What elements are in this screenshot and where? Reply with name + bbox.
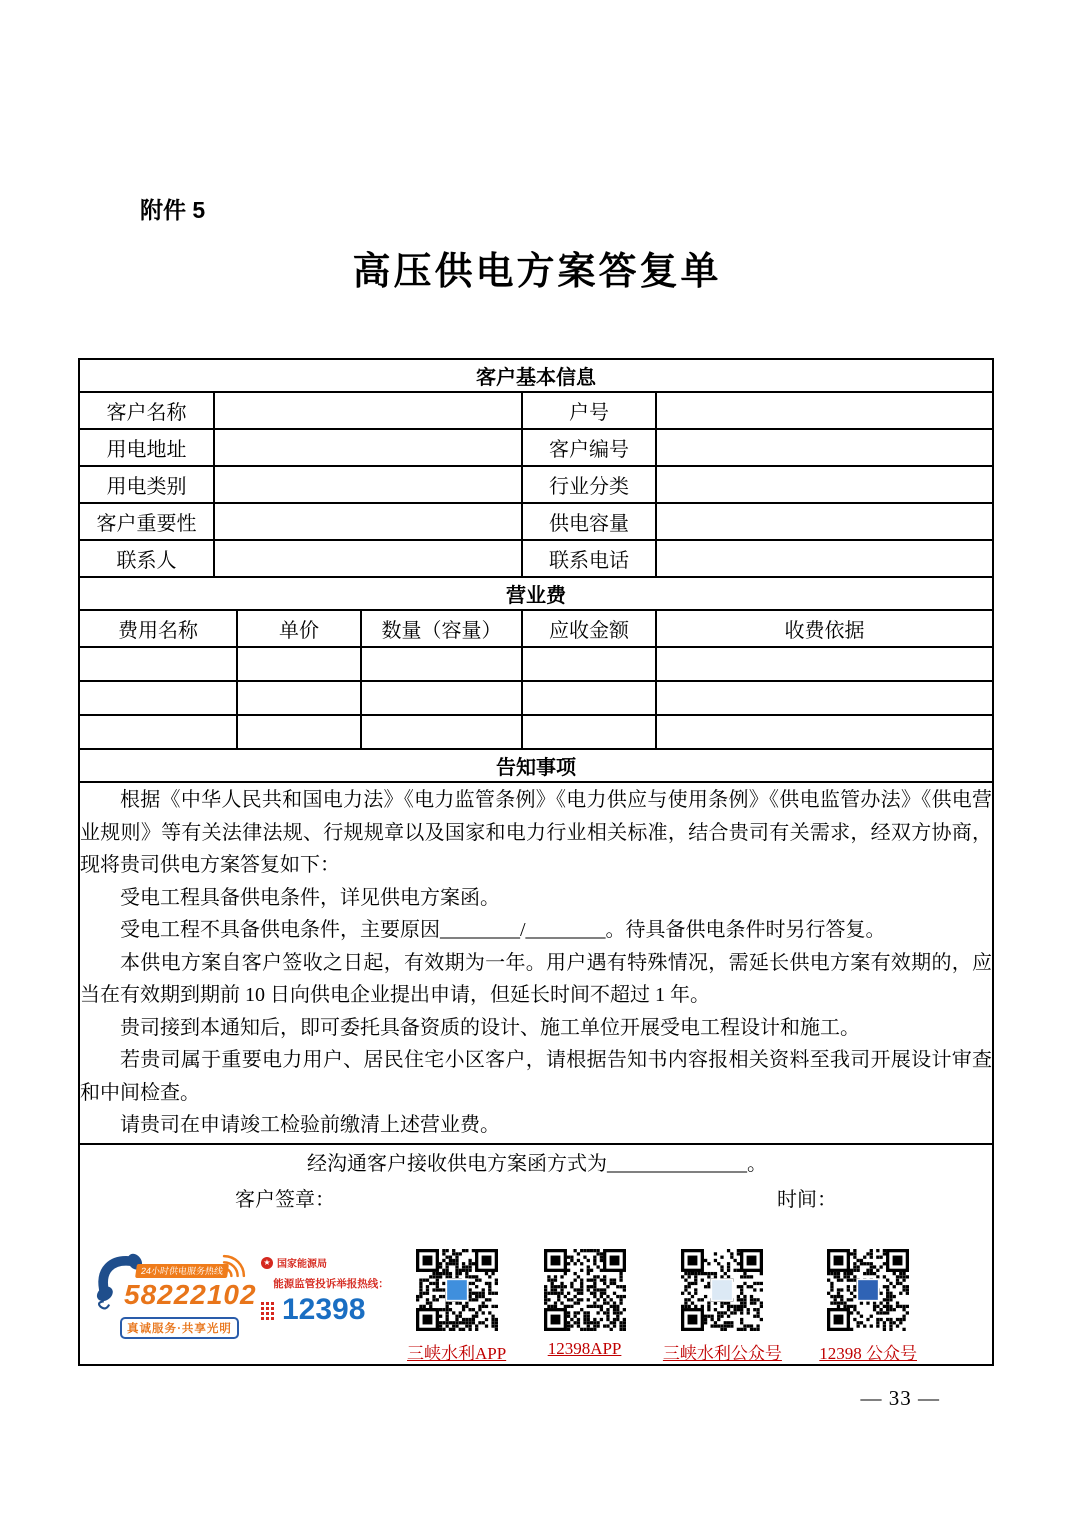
fee-cell xyxy=(522,715,656,749)
charge-basis-column-header: 收费依据 xyxy=(656,610,993,647)
delivery-method-blank: ______________ xyxy=(607,1153,748,1175)
qr-code-image xyxy=(544,1249,626,1331)
amount-due-column-header: 应收金额 xyxy=(522,610,656,647)
notice-section-header: 告知事项 xyxy=(79,749,993,782)
fee-cell xyxy=(237,681,361,715)
account-number-value xyxy=(656,392,993,429)
supply-capacity-value xyxy=(656,503,993,540)
fee-cell xyxy=(237,715,361,749)
customer-id-value xyxy=(656,429,993,466)
fee-cell xyxy=(361,647,522,681)
fee-cell xyxy=(361,715,522,749)
notice-paragraph: 受电工程不具备供电条件，主要原因________/________。待具备供电条件时另行答复。 xyxy=(120,919,886,942)
customer-signature-label: 客户签章： xyxy=(235,1189,335,1211)
notice-paragraph: 根据《中华人民共和国电力法》《电力监管条例》《电力供应与使用条例》《供电监管办法》《供电营业规则》等有关法律法规、行规规章以及国家和电力行业相关标准，结合贵司有关需求，经双方协商，现将贵司供电方案答复如下： xyxy=(80,789,993,877)
quantity-column-header: 数量（容量） xyxy=(361,610,522,647)
customer-info-section-header: 客户基本信息 xyxy=(79,359,993,392)
fee-cell xyxy=(79,715,237,749)
fee-cell xyxy=(522,647,656,681)
contact-person-value xyxy=(214,540,522,577)
hotline-number: 58222102 xyxy=(124,1279,257,1310)
customer-id-label: 客户编号 xyxy=(522,429,656,466)
keypad-phone-icon xyxy=(261,1301,276,1319)
national-emblem-icon: ★ xyxy=(261,1257,273,1269)
delivery-method-prefix: 经沟通客户接收供电方案函方式为 xyxy=(307,1153,608,1175)
qr-code-image xyxy=(681,1249,763,1331)
table-row xyxy=(79,749,993,782)
industry-class-value xyxy=(656,466,993,503)
qr-caption: 三峡水利公众号 xyxy=(662,1344,782,1363)
customer-name-value xyxy=(214,392,522,429)
attachment-label: 附件 5 xyxy=(140,197,206,223)
energy-bureau-header xyxy=(261,1255,401,1270)
notice-paragraph: 本供电方案自客户签收之日起，有效期为一年。用户遇有特殊情况，需延长供电方案有效期的，应当在有效期到期前 10 日向供电企业提出申请，但延长时间不超过 1 年。 xyxy=(80,951,993,1007)
table-row xyxy=(79,503,993,540)
fee-cell xyxy=(522,681,656,715)
power-address-label: 用电地址 xyxy=(79,429,214,466)
hotline-banner: 24小时供电服务热线 xyxy=(135,1264,229,1278)
table-row xyxy=(79,429,993,466)
signature-row xyxy=(80,1185,992,1215)
power-address-value xyxy=(214,429,522,466)
qr-code-image xyxy=(827,1249,909,1331)
notice-text-cell xyxy=(79,782,993,1144)
contact-phone-value xyxy=(656,540,993,577)
qr-item xyxy=(407,1249,506,1364)
qr-caption: 三峡水利APP xyxy=(407,1344,507,1363)
qr-item xyxy=(544,1249,626,1364)
delivery-method-line xyxy=(80,1145,992,1179)
table-row xyxy=(79,392,993,429)
page-title: 高压供电方案答复单 xyxy=(352,251,722,293)
page-number: — 33 — xyxy=(860,1386,940,1410)
table-row xyxy=(79,359,993,392)
customer-importance-label: 客户重要性 xyxy=(79,503,214,540)
energy-bureau-name: 国家能源局 xyxy=(277,1259,327,1270)
customer-importance-value xyxy=(214,503,522,540)
fee-cell xyxy=(656,681,993,715)
supply-capacity-label: 供电容量 xyxy=(522,503,656,540)
table-row xyxy=(79,1144,993,1365)
delivery-method-suffix: 。 xyxy=(747,1153,768,1175)
notice-paragraph: 贵司接到本通知后，即可委托具备资质的设计、施工单位开展受电工程设计和施工。 xyxy=(120,1016,860,1039)
power-category-label: 用电类别 xyxy=(79,466,214,503)
qr-item xyxy=(819,1249,917,1364)
energy-hotline-number: 12398 xyxy=(282,1293,366,1326)
qr-caption: 12398APP xyxy=(547,1339,622,1358)
qr-code-image xyxy=(416,1249,498,1331)
fee-name-column-header: 费用名称 xyxy=(79,610,237,647)
fee-cell xyxy=(361,681,522,715)
footer-logos-row xyxy=(80,1249,992,1364)
contact-phone-label: 联系电话 xyxy=(522,540,656,577)
energy-hotline-label: 能源监管投诉举报热线： xyxy=(273,1278,389,1290)
unit-price-column-header: 单价 xyxy=(237,610,361,647)
fee-empty-row xyxy=(79,647,993,681)
fee-empty-row xyxy=(79,715,993,749)
energy-bureau-logo xyxy=(261,1249,401,1327)
table-row xyxy=(79,540,993,577)
fees-section-header: 营业费 xyxy=(79,577,993,610)
table-row xyxy=(79,782,993,1144)
fee-empty-row xyxy=(79,681,993,715)
power-category-value xyxy=(214,466,522,503)
fee-cell xyxy=(79,647,237,681)
fee-cell xyxy=(656,647,993,681)
notice-paragraph: 若贵司属于重要电力用户、居民住宅小区客户，请根据告知书内容报相关资料至我司开展设计审查和中间检查。 xyxy=(80,1049,993,1104)
fee-cell xyxy=(79,681,237,715)
table-row xyxy=(79,610,993,647)
customer-name-label: 客户名称 xyxy=(79,392,214,429)
energy-hotline-number-row xyxy=(261,1293,401,1327)
signoff-cell xyxy=(79,1144,993,1365)
notice-paragraph: 受电工程具备供电条件，详见供电方案函。 xyxy=(120,886,500,909)
hotline-slogan: 真诚服务·共享光明 xyxy=(120,1317,239,1339)
form-table xyxy=(78,358,994,1366)
qr-code-group xyxy=(407,1249,992,1364)
table-row xyxy=(79,466,993,503)
table-row xyxy=(79,577,993,610)
time-label: 时间： xyxy=(777,1189,837,1211)
contact-person-label: 联系人 xyxy=(79,540,214,577)
hotline-logo xyxy=(98,1249,257,1349)
account-number-label: 户号 xyxy=(522,392,656,429)
fee-cell xyxy=(237,647,361,681)
notice-paragraph: 请贵司在申请竣工检验前缴清上述营业费。 xyxy=(120,1114,500,1137)
fee-cell xyxy=(656,715,993,749)
qr-item xyxy=(663,1249,782,1364)
qr-caption: 12398 公众号 xyxy=(819,1344,918,1363)
industry-class-label: 行业分类 xyxy=(522,466,656,503)
